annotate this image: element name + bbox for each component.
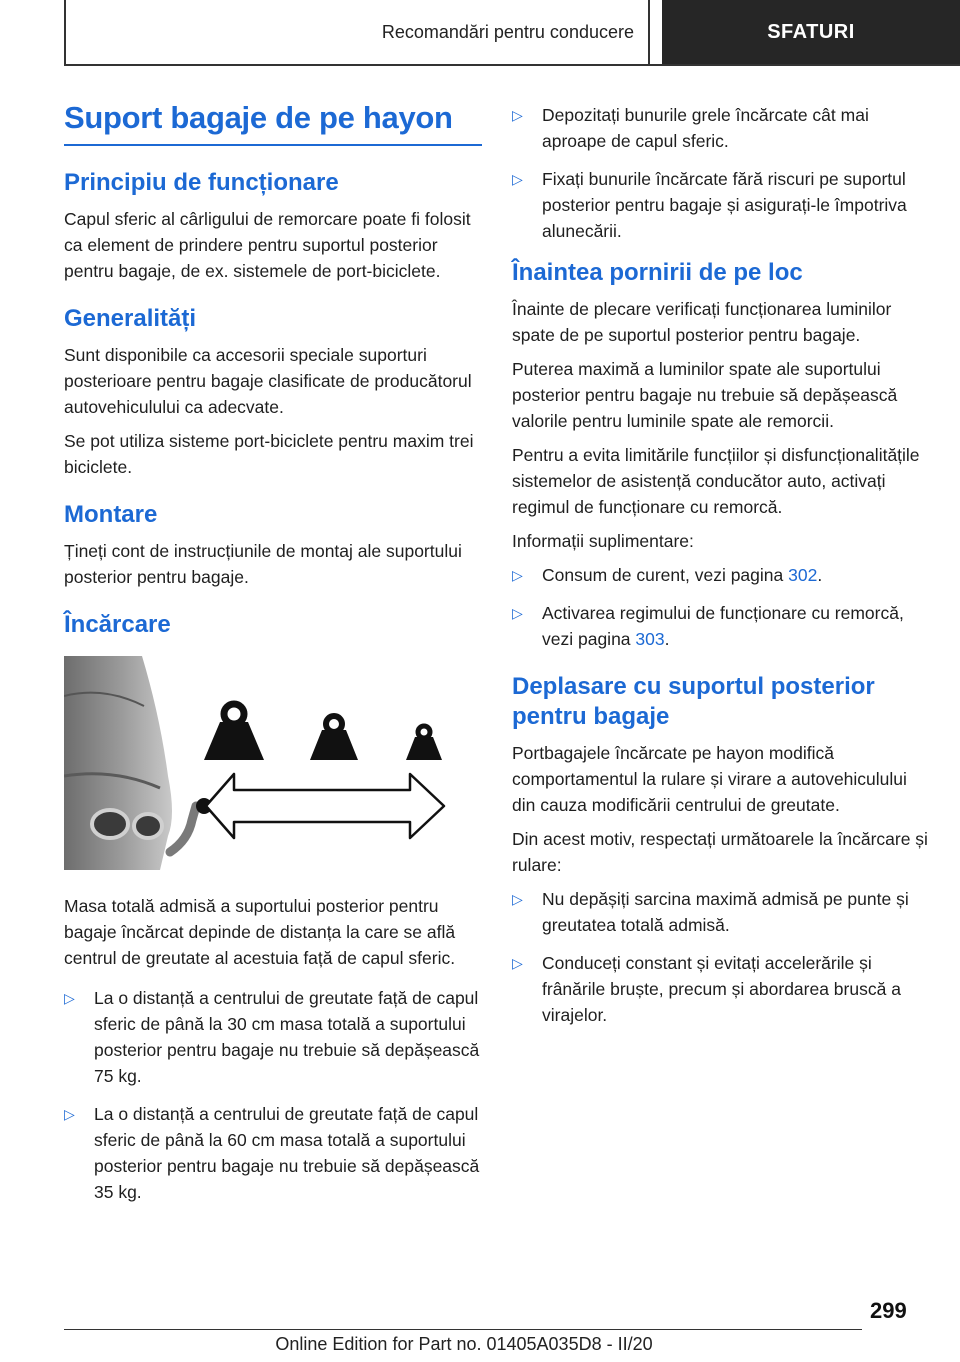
page-link-303[interactable]: 303 [635,629,665,649]
load-distance-illustration [64,656,472,870]
footer-rule [64,1329,862,1330]
section-before-driving [512,258,928,652]
triangle-right-outline-icon: ▷ [512,605,523,621]
more-info-list [512,562,928,652]
triangle-right-outline-icon: ▷ [512,891,523,907]
list-item: ▷ Activarea regimului de funcționare cu remorcă, vezi pagina 303. [512,600,928,652]
paragraph: Capul sferic al cârligului de remorcare poate fi folosit ca element de prindere pentru suportul posterior pentru bagaje, de ex. sistemele de port-biciclete. [64,209,471,281]
paragraph: Înainte de plecare verificați funcționarea luminilor spate de pe suportul posterior pentru bagaje. [512,299,892,345]
list-item: ▷ La o distanță a centrului de greutate față de capul sferic de până la 60 cm masa totală a suportului posterior pentru bagaje nu trebuie să depășească 35 kg. [64,1101,482,1205]
page-link-302[interactable]: 302 [788,565,818,585]
section-loading [64,610,482,1205]
driving-tips-list [512,886,928,1028]
section-mounting [64,500,482,590]
list-item: ▷ La o distanță a centrului de greutate față de capul sferic de până la 30 cm masa totală a suportului posterior pentru bagaje nu trebuie să depășească 75 kg. [64,985,482,1089]
paragraph: Masa totală admisă a suportului posterior pentru bagaje încărcat depinde de distanța la care se află centrul de greutate al acestuia față de capul sferic. [64,896,456,968]
list-item: ▷ Nu depășiți sarcina maximă admisă pe punte și greutatea totală admisă. [512,886,928,938]
chapter-tab[interactable]: SFATURI [662,0,960,64]
section-heading: Principiu de funcționare [64,169,339,196]
triangle-right-outline-icon: ▷ [64,990,75,1006]
right-column [512,102,928,1048]
loading-tips-list [512,102,928,244]
section-heading: Generalități [64,305,197,332]
triangle-right-outline-icon: ▷ [512,171,523,187]
section-heading: Montare [64,501,158,528]
page-title: Suport bagaje de pe hayon [64,100,482,146]
triangle-right-outline-icon: ▷ [512,107,523,123]
section-heading: Deplasare cu suportul posterior pentru bagaje [512,673,875,730]
paragraph: Țineți cont de instrucțiunile de montaj ale suportului posterior pentru bagaje. [64,541,462,587]
loading-limits-list [64,985,482,1205]
paragraph: Sunt disponibile ca accesorii speciale suporturi posterioare pentru bagaje clasificate de producătorul autovehiculului ca adecvate. [64,345,472,417]
section-heading: Înaintea pornirii de pe loc [512,259,803,286]
section-general [64,304,482,480]
list-item: ▷ Depozitați bunurile grele încărcate cât mai aproape de capul sferic. [512,102,928,154]
exhaust-pipe-icon [92,810,128,838]
section-principle [64,168,482,284]
header-divider [648,0,650,64]
paragraph: Se pot utiliza sisteme port-biciclete pentru maxim trei biciclete. [64,431,474,477]
paragraph: Puterea maximă a luminilor spate ale suportului posterior pentru bagaje nu trebuie să depășească valorile pentru luminile spate ale remorcii. [512,359,898,431]
list-item: ▷ Consum de curent, vezi pagina 302. [512,562,928,588]
paragraph: Portbagajele încărcate pe hayon modifică comportamentul la rulare și virare a autovehiculului din cauza modificării centrului de greutate. [512,743,907,815]
header-section-title: Recomandări pentru conducere [381,21,634,42]
paragraph: Informații suplimentare: [512,531,694,551]
section-heading: Încărcare [64,611,171,638]
list-item: ▷ Conduceți constant și evitați accelerările și frânările bruște, precum și abordarea bruscă a virajelor. [512,950,928,1028]
page-number: 299 [870,1298,907,1323]
paragraph: Din acest motiv, respectați următoarele la încărcare și rulare: [512,829,928,875]
triangle-right-outline-icon: ▷ [512,955,523,971]
footer-edition: Online Edition for Part no. 01405A035D8 - II/20 [275,1334,653,1354]
list-item: ▷ Fixați bunurile încărcate fără riscuri pe suportul posterior pentru bagaje și asigurați-le împotriva alunecării. [512,166,928,244]
triangle-right-outline-icon: ▷ [64,1106,75,1122]
left-column [64,100,482,1225]
paragraph: Pentru a evita limitările funcțiilor și disfuncționalitățile sistemelor de asistență conducător auto, activați regimul de funcționare cu remorcă. [512,445,920,517]
triangle-right-outline-icon: ▷ [512,567,523,583]
section-driving-with-carrier [512,672,928,1028]
